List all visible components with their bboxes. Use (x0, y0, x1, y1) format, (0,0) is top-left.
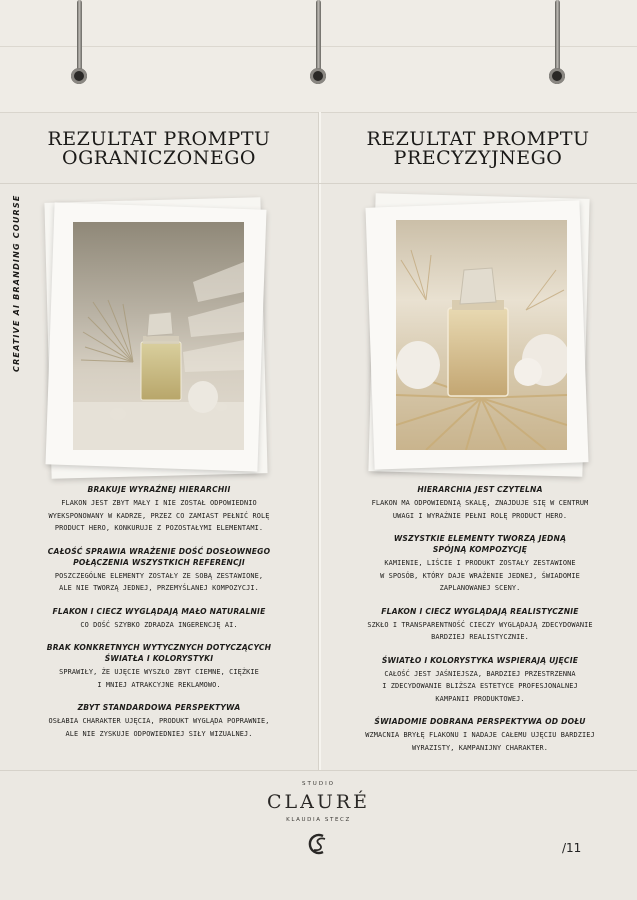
left-title-line2: OGRANICZONEGO (62, 147, 256, 169)
critique-heading: CAŁOŚĆ SPRAWIA WRAŻENIE DOŚĆ DOSŁOWNEGO POŁĄCZENIA WSZYSTKICH REFERENCJI (47, 546, 271, 567)
critique-item (330, 533, 630, 595)
critique-body: WZMACNIA BRYŁĘ FLAKONU I NADAJE CAŁEMU UJĘCIU BARDZIEJ WYRAZISTY, KAMPANIJNY CHARAKTER. (365, 731, 595, 752)
critique-body: KAMIENIE, LIŚCIE I PRODUKT ZOSTAŁY ZESTAWIONE W SPOSÓB, KTÓRY DAJE WRAŻENIE JEDNEJ, ŚWIADOMIE ZAPLANOWANEJ SCENY. (380, 559, 580, 592)
left-perfume-photo (73, 222, 244, 450)
brand-author: KLAUDIA STECZ (286, 817, 351, 823)
critique-body: POSZCZEGÓLNE ELEMENTY ZOSTAŁY ZE SOBĄ ZESTAWIONE, ALE NIE TWORZĄ JEDNEJ, PRZEMYŚLANEJ KOMPOZYCJI. (54, 571, 264, 592)
perfume-bottle-image (73, 222, 244, 450)
right-critique-list (330, 484, 630, 765)
brand-studio-label: STUDIO (301, 781, 336, 787)
right-title-line1: REZULTAT PROMPTU (366, 128, 590, 150)
page-number: /11 (562, 841, 582, 855)
critique-item (9, 484, 309, 535)
left-title-line1: REZULTAT PROMPTU (47, 128, 271, 150)
critique-item (9, 546, 309, 595)
left-title (9, 130, 309, 168)
critique-heading: FLAKON I CIECZ WYGLĄDAJĄ MAŁO NATURALNIE (52, 606, 266, 616)
side-label: CREATIVE AI BRANDING COURSE (12, 194, 21, 372)
critique-body: CAŁOŚĆ JEST JAŚNIEJSZA, BARDZIEJ PRZESTRZENNA I ZDECYDOWANIE BLIŻSZA ESTETYCE PROFESJONALNEJ KAMPANII PRODUKTOWEJ. (382, 669, 578, 703)
critique-heading: BRAKUJE WYRAŹNEJ HIERARCHII (87, 485, 231, 494)
critique-item (9, 642, 309, 691)
critique-body: CO DOŚĆ SZYBKO ZDRADZA INGERENCJĘ AI. (80, 620, 238, 629)
critique-item (330, 606, 630, 644)
right-title-line2: PRECYZYJNEGO (393, 147, 563, 169)
left-critique-list (9, 484, 309, 751)
footer-divider (0, 770, 637, 771)
critique-heading: HIERARCHIA JEST CZYTELNA (417, 485, 543, 494)
critique-item (9, 702, 309, 740)
right-title (328, 130, 628, 168)
header-divider (0, 183, 637, 184)
cs-monogram-icon (303, 831, 333, 857)
critique-item (9, 606, 309, 632)
critique-heading: ŚWIATŁO I KOLORYSTYKA WSPIERAJĄ UJĘCIE (381, 655, 579, 665)
binder-top-band (0, 0, 637, 113)
critique-heading: FLAKON I CIECZ WYGLĄDAJĄ REALISTYCZNIE (381, 606, 579, 616)
binder-ring-icon (551, 0, 563, 90)
critique-item (330, 655, 630, 706)
brand-logo: CLAURÉ (266, 791, 371, 813)
binder-ring-icon (312, 0, 324, 90)
critique-body: FLAKON MA ODPOWIEDNIĄ SKALĘ, ZNAJDUJE SIĘ W CENTRUM UWAGI I WYRAŹNIE PEŁNI ROLĘ PRODUCT HERO. (371, 499, 589, 520)
critique-item (330, 716, 630, 754)
critique-body: OSŁABIA CHARAKTER UJĘCIA, PRODUKT WYGLĄDA POPRAWNIE, ALE NIE ZYSKUJE ODPOWIEDNIEJ SIŁY WIZUALNEJ. (48, 717, 270, 738)
right-perfume-photo (396, 220, 567, 450)
critique-item (330, 484, 630, 522)
critique-heading: WSZYSTKIE ELEMENTY TWORZĄ JEDNĄ SPÓJNĄ KOMPOZYCJĘ (393, 534, 567, 554)
critique-heading: BRAK KONKRETNYCH WYTYCZNYCH DOTYCZĄCYCH ŚWIATŁA I KOLORYSTYKI (46, 643, 272, 663)
critique-body: SZKŁO I TRANSPARENTNOŚĆ CIECZY WYGLĄDAJĄ ZDECYDOWANIE BARDZIEJ REALISTYCZNIE. (367, 620, 593, 641)
critique-heading: ZBYT STANDARDOWA PERSPEKTYWA (77, 703, 241, 712)
critique-heading: ŚWIADOMIE DOBRANA PERSPEKTYWA OD DOŁU (374, 717, 586, 726)
critique-body: FLAKON JEST ZBYT MAŁY I NIE ZOSTAŁ ODPOWIEDNIO WYEKSPONOWANY W KADRZE, PRZEZ CO ZAMIAST PEŁNIĆ ROLĘ PRODUCT HERO, KONKURUJE Z POZOSTAŁYMI ELEMENTAMI. (48, 499, 270, 532)
binder-ring-icon (73, 0, 85, 90)
perfume-bottle-image (396, 220, 567, 450)
column-divider (318, 112, 321, 770)
critique-body: SPRAWIŁY, ŻE UJĘCIE WYSZŁO ZBYT CIEMNE, CIĘŻKIE I MNIEJ ATRAKCYJNE REKLAMOWO. (59, 668, 259, 689)
